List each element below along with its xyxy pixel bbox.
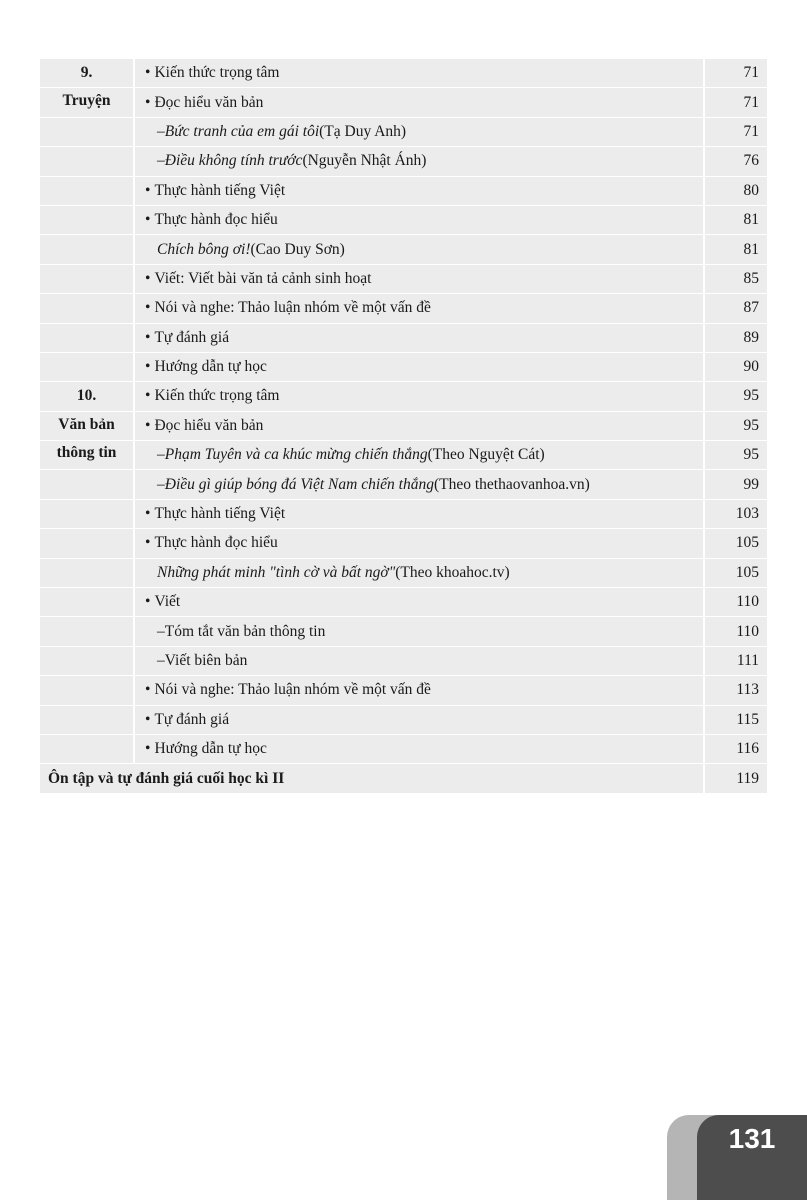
page-ref: 113	[736, 681, 759, 699]
toc-row	[40, 324, 767, 353]
entry-text: Viết: Viết bài văn tả cảnh sinh hoạt	[154, 269, 372, 287]
toc-row	[40, 676, 767, 705]
toc-entry	[135, 706, 705, 734]
entry-text: Thực hành đọc hiểu	[154, 211, 278, 229]
entry-dash: –	[157, 652, 165, 669]
entry-title: Những phát minh "tình cờ và bất ngờ"	[157, 563, 396, 581]
toc-entry	[135, 412, 705, 440]
bullet-mark: •	[145, 64, 151, 82]
page-ref: 95	[743, 446, 759, 464]
entry-author: (Nguyễn Nhật Ánh)	[302, 152, 427, 170]
toc-entry	[135, 324, 705, 352]
bullet-mark: •	[145, 740, 151, 758]
toc-row	[40, 59, 767, 88]
toc-row	[40, 500, 767, 529]
bullet-mark: •	[145, 358, 151, 376]
toc-entry	[135, 147, 705, 175]
unit-block	[40, 382, 767, 764]
bullet-mark: •	[145, 681, 151, 699]
unit-cell	[40, 235, 135, 263]
toc-row	[40, 706, 767, 735]
page-ref: 81	[743, 211, 759, 229]
toc-entry	[135, 353, 705, 381]
entry-text: Kiến thức trọng tâm	[154, 64, 280, 82]
entry-dash: –	[157, 122, 165, 140]
entry-dash: –	[157, 475, 165, 493]
entry-author: (Tạ Duy Anh)	[319, 122, 407, 140]
unit-cell	[40, 147, 135, 175]
bullet-mark: •	[145, 593, 151, 611]
toc-entry	[135, 206, 705, 234]
entry-dash: –	[157, 622, 165, 640]
page-ref: 99	[743, 475, 759, 493]
toc-row	[40, 617, 767, 646]
entry-text: Nói và nghe: Thảo luận nhóm về một vấn đề	[154, 681, 431, 699]
entry-text: Viết	[154, 593, 181, 611]
toc-entry	[135, 617, 705, 645]
page-ref: 103	[735, 505, 759, 523]
toc-entry	[135, 588, 705, 616]
toc-row	[40, 294, 767, 323]
bullet-mark: •	[145, 710, 151, 728]
unit-label	[40, 59, 133, 116]
bullet-mark: •	[145, 181, 151, 199]
bullet-mark: •	[145, 416, 151, 434]
toc-row	[40, 235, 767, 264]
toc-row	[40, 353, 767, 382]
page-ref: 76	[743, 152, 759, 170]
unit-cell	[40, 118, 135, 146]
entry-text: Tóm tắt văn bản thông tin	[164, 622, 326, 640]
unit-cell	[40, 206, 135, 234]
unit-cell	[40, 617, 135, 645]
toc-row	[40, 529, 767, 558]
bullet-mark: •	[145, 269, 151, 287]
unit-label-line: 9.	[80, 64, 93, 81]
review-row	[40, 764, 767, 793]
page-ref: 85	[743, 269, 759, 287]
entry-title: Điều gì giúp bóng đá Việt Nam chiến thắng	[164, 475, 434, 493]
toc-entry	[135, 676, 705, 704]
entry-text: Kiến thức trọng tâm	[154, 387, 280, 405]
entry-author: (Theo khoahoc.tv)	[395, 563, 510, 581]
toc-row	[40, 206, 767, 235]
toc-row	[40, 382, 767, 411]
toc-entry	[135, 177, 705, 205]
unit-label-line: 10.	[76, 387, 97, 405]
toc-entry	[135, 529, 705, 557]
unit-cell	[40, 265, 135, 293]
toc-entry	[135, 235, 705, 263]
unit-label	[40, 382, 133, 467]
page-ref: 87	[743, 299, 759, 317]
unit-cell	[40, 706, 135, 734]
page-ref: 89	[743, 328, 759, 346]
unit-cell	[40, 500, 135, 528]
page-ref: 105	[735, 563, 759, 581]
toc-entry	[135, 265, 705, 293]
toc-entry	[135, 647, 705, 675]
page-ref: 111	[736, 652, 759, 669]
toc-entry	[135, 735, 705, 763]
toc-entry	[135, 470, 705, 498]
toc-entry	[135, 294, 705, 322]
page-ref: 105	[735, 534, 759, 552]
bullet-mark: •	[145, 534, 151, 552]
toc-row	[40, 441, 767, 470]
bullet-mark: •	[145, 328, 151, 346]
page-ref: 71	[743, 64, 759, 82]
page-ref: 71	[743, 93, 759, 111]
entry-text: Viết biên bản	[164, 652, 248, 669]
entry-dash: –	[157, 152, 165, 170]
page-ref: 90	[743, 358, 759, 376]
bullet-mark: •	[145, 387, 151, 405]
entry-text: Hướng dẫn tự học	[154, 740, 267, 758]
toc-row	[40, 88, 767, 117]
unit-cell	[40, 588, 135, 616]
unit-cell	[40, 353, 135, 381]
toc-entry	[135, 118, 705, 146]
unit-cell	[40, 559, 135, 587]
unit-label-line: thông tin	[56, 444, 117, 462]
page-ref: 115	[736, 710, 759, 728]
page-ref: 95	[743, 387, 759, 405]
entry-title: Điều không tính trước	[164, 152, 303, 170]
unit-cell	[40, 529, 135, 557]
toc-row	[40, 265, 767, 294]
unit-label-line: Văn bản	[58, 415, 115, 433]
page-number: 131	[697, 1115, 807, 1200]
table-of-contents	[40, 59, 767, 794]
entry-text: Tự đánh giá	[154, 328, 230, 346]
entry-text: Đọc hiểu văn bản	[154, 416, 264, 434]
bullet-mark: •	[145, 93, 151, 111]
entry-author: (Theo thethaovanhoa.vn)	[433, 475, 590, 493]
toc-entry	[135, 441, 705, 469]
unit-cell	[40, 324, 135, 352]
page-ref: 95	[743, 416, 759, 434]
entry-author: (Theo Nguyệt Cát)	[427, 446, 545, 464]
toc-entry	[135, 559, 705, 587]
toc-row	[40, 177, 767, 206]
toc-entry	[135, 88, 705, 116]
unit-cell	[40, 676, 135, 704]
bullet-mark: •	[145, 211, 151, 229]
unit-cell	[40, 470, 135, 498]
toc-entry	[135, 59, 705, 87]
page-ref: 81	[743, 240, 759, 258]
entry-dash: –	[157, 446, 165, 464]
toc-row	[40, 118, 767, 147]
entry-title: Bức tranh của em gái tôi	[164, 122, 320, 140]
toc-row	[40, 588, 767, 617]
entry-text: Tự đánh giá	[154, 710, 230, 728]
page-ref: 71	[743, 122, 759, 140]
toc-row	[40, 735, 767, 764]
entry-title: Phạm Tuyên và ca khúc mừng chiến thắng	[164, 446, 428, 464]
entry-text: Thực hành đọc hiểu	[154, 534, 278, 552]
toc-entry	[135, 382, 705, 410]
page-number-tab	[667, 1115, 807, 1200]
toc-row	[40, 559, 767, 588]
page-ref: 80	[743, 181, 759, 199]
entry-text: Thực hành tiếng Việt	[154, 505, 286, 523]
bullet-mark: •	[145, 299, 151, 317]
page-ref: 116	[736, 740, 759, 758]
entry-text: Đọc hiểu văn bản	[154, 93, 264, 111]
page-ref: 119	[736, 769, 759, 787]
toc-row	[40, 647, 767, 676]
page-ref: 110	[736, 593, 759, 611]
unit-cell	[40, 647, 135, 675]
toc-row	[40, 470, 767, 499]
review-title: Ôn tập và tự đánh giá cuối học kì II	[40, 764, 705, 792]
unit-cell	[40, 294, 135, 322]
unit-cell	[40, 735, 135, 763]
entry-text: Hướng dẫn tự học	[154, 358, 267, 376]
entry-title: Chích bông ơi!	[157, 240, 251, 258]
bullet-mark: •	[145, 505, 151, 523]
entry-text: Nói và nghe: Thảo luận nhóm về một vấn đề	[154, 299, 431, 317]
toc-entry	[135, 500, 705, 528]
unit-cell	[40, 177, 135, 205]
unit-label-line: Truyện	[62, 92, 111, 110]
page-ref: 110	[736, 622, 759, 640]
toc-row	[40, 412, 767, 441]
entry-text: Thực hành tiếng Việt	[154, 181, 286, 199]
toc-row	[40, 147, 767, 176]
entry-author: (Cao Duy Sơn)	[250, 240, 345, 258]
unit-block	[40, 59, 767, 382]
